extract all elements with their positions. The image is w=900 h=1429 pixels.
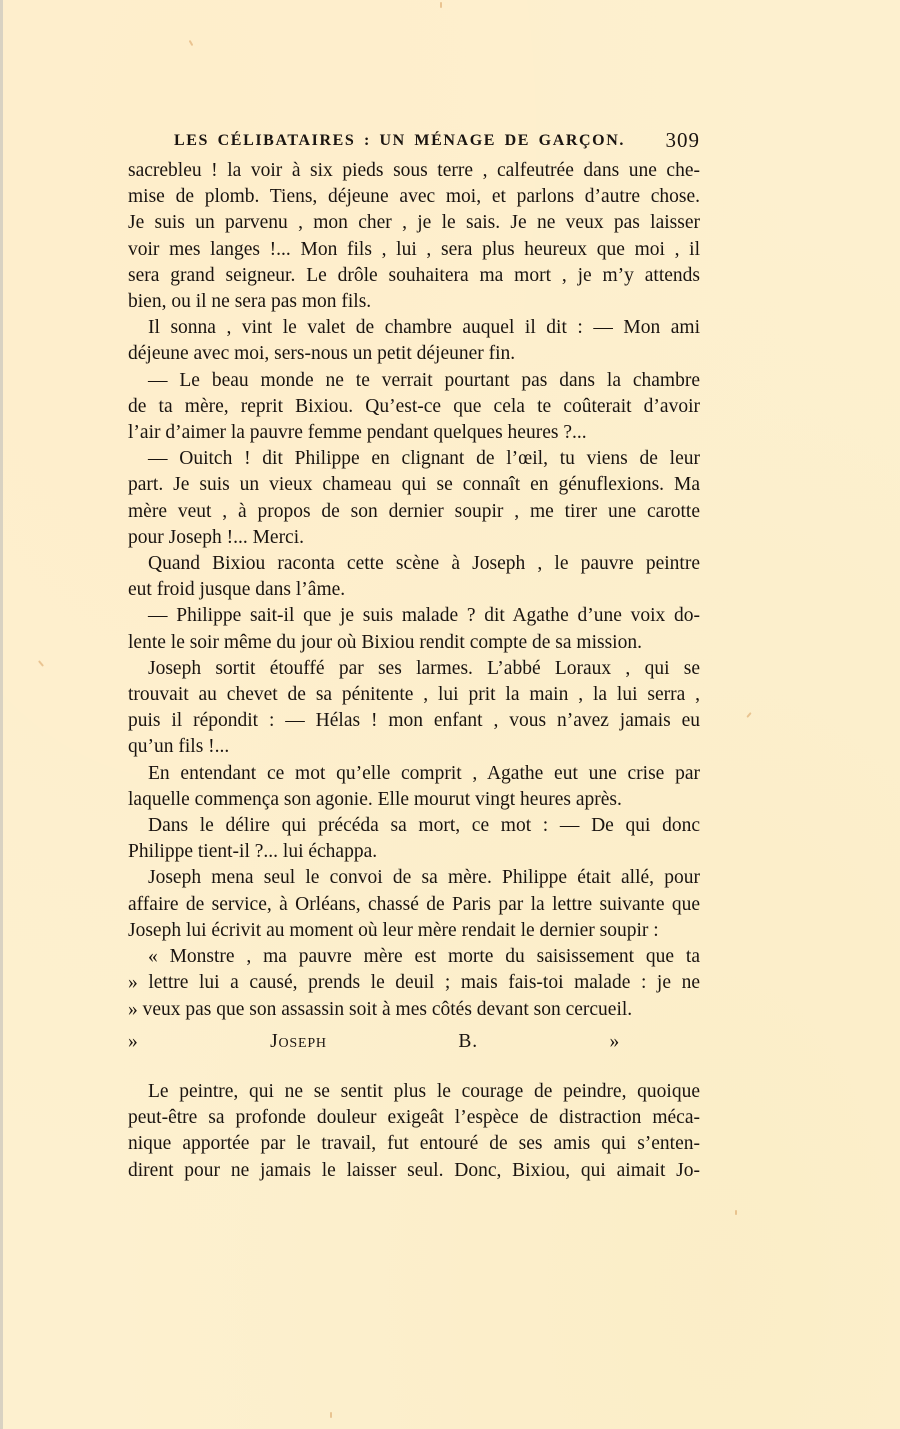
text-line: part. Je suis un vieux chameau qui se connaît en génuflexions. Ma bbox=[128, 474, 700, 496]
paper-speck bbox=[189, 40, 194, 46]
text-line: l’air d’aimer la pauvre femme pendant quelques heures ?... bbox=[128, 422, 587, 444]
text-line: qu’un fils !... bbox=[128, 736, 230, 758]
text-line: dirent pour ne jamais le laisser seul. Donc, Bixiou, qui aimait Jo- bbox=[128, 1159, 700, 1181]
text-line: sera grand seigneur. Le drôle souhaitera ma mort , je m’y attends bbox=[128, 264, 700, 286]
letter-signature: » Joseph B. » bbox=[128, 1030, 620, 1052]
text-line: En entendant ce mot qu’elle comprit , Agathe eut une crise par bbox=[148, 762, 700, 784]
text-line: Philippe tient-il ?... lui échappa. bbox=[128, 841, 378, 863]
letter-line: « Monstre , ma pauvre mère est morte du saisissement que ta bbox=[148, 946, 700, 968]
quoted-letter bbox=[128, 944, 700, 1055]
text-line: Joseph sortit étouffé par ses larmes. L’abbé Loraux , qui se bbox=[148, 657, 700, 679]
text-line: lente le soir même du jour où Bixiou rendit compte de sa mission. bbox=[128, 631, 642, 653]
paper-speck bbox=[746, 712, 751, 718]
letter-line: » veux pas que son assassin soit à mes côtés devant son cercueil. bbox=[128, 998, 633, 1020]
running-head bbox=[128, 128, 700, 158]
text-line: Dans le délire qui précéda sa mort, ce mot : — De qui donc bbox=[148, 815, 700, 837]
letter-line: » lettre lui a causé, prends le deuil ; mais fais-toi malade : je ne bbox=[128, 972, 700, 994]
text-line: Le peintre, qui ne se sentit plus le courage de peindre, quoique bbox=[148, 1080, 700, 1102]
text-line: Joseph mena seul le convoi de sa mère. Philippe était allé, pour bbox=[148, 867, 700, 889]
text-line: voir mes langes !... Mon fils , lui , sera plus heureux que moi , il bbox=[128, 238, 700, 260]
text-line: — Ouitch ! dit Philippe en clignant de l’œil, tu viens de leur bbox=[148, 448, 700, 470]
text-line: de ta mère, reprit Bixiou. Qu’est-ce que cela te coûterait d’avoir bbox=[128, 395, 700, 417]
page-number: 309 bbox=[665, 128, 700, 152]
text-line: Quand Bixiou raconta cette scène à Joseph , le pauvre peintre bbox=[148, 553, 700, 575]
text-line: — Philippe sait-il que je suis malade ? dit Agathe d’une voix do- bbox=[148, 605, 700, 627]
text-line: déjeune avec moi, sers-nous un petit déjeuner fin. bbox=[128, 343, 516, 365]
text-line: — Le beau monde ne te verrait pourtant pas dans la chambre bbox=[148, 369, 700, 391]
text-line: affaire de service, à Orléans, chassé de Paris par la lettre suivante que bbox=[128, 893, 700, 915]
text-line: eut froid jusque dans l’âme. bbox=[128, 579, 346, 601]
paper-speck bbox=[330, 1412, 332, 1418]
text-line: Il sonna , vint le valet de chambre auquel il dit : — Mon ami bbox=[148, 317, 700, 339]
text-line: Je suis un parvenu , mon cher , je le sais. Je ne veux pas laisser bbox=[128, 212, 700, 234]
book-page bbox=[128, 128, 700, 1184]
text-line: pour Joseph !... Merci. bbox=[128, 526, 305, 548]
text-line: sacrebleu ! la voir à six pieds sous terre , calfeutrée dans une che- bbox=[128, 160, 700, 181]
text-line: Joseph lui écrivit au moment où leur mère rendait le dernier soupir : bbox=[128, 919, 659, 941]
text-line: trouvait au chevet de sa pénitente , lui prit la main , la lui serra , bbox=[128, 684, 700, 706]
text-line: nique apportée par le travail, fut entouré de ses amis qui s’enten- bbox=[128, 1133, 700, 1155]
paragraph-gap bbox=[128, 1055, 700, 1079]
running-title: LES CÉLIBATAIRES : UN MÉNAGE DE GARÇON. bbox=[174, 132, 625, 149]
scan-edge bbox=[0, 0, 3, 1429]
body-text bbox=[128, 158, 700, 1184]
paper-speck bbox=[735, 1210, 737, 1215]
text-line: peut-être sa profonde douleur exigeât l’espèce de distraction méca- bbox=[128, 1107, 700, 1129]
paper-speck bbox=[440, 2, 442, 8]
text-line: bien, ou il ne sera pas mon fils. bbox=[128, 291, 372, 313]
text-line: mise de plomb. Tiens, déjeune avec moi, et parlons d’autre chose. bbox=[128, 186, 700, 208]
text-line: mère veut , à propos de son dernier soupir , me tirer une carotte bbox=[128, 500, 700, 522]
text-line: puis il répondit : — Hélas ! mon enfant , vous n’avez jamais eu bbox=[128, 710, 700, 732]
paper-speck bbox=[38, 660, 44, 667]
text-line: laquelle commença son agonie. Elle mourut vingt heures après. bbox=[128, 788, 622, 810]
